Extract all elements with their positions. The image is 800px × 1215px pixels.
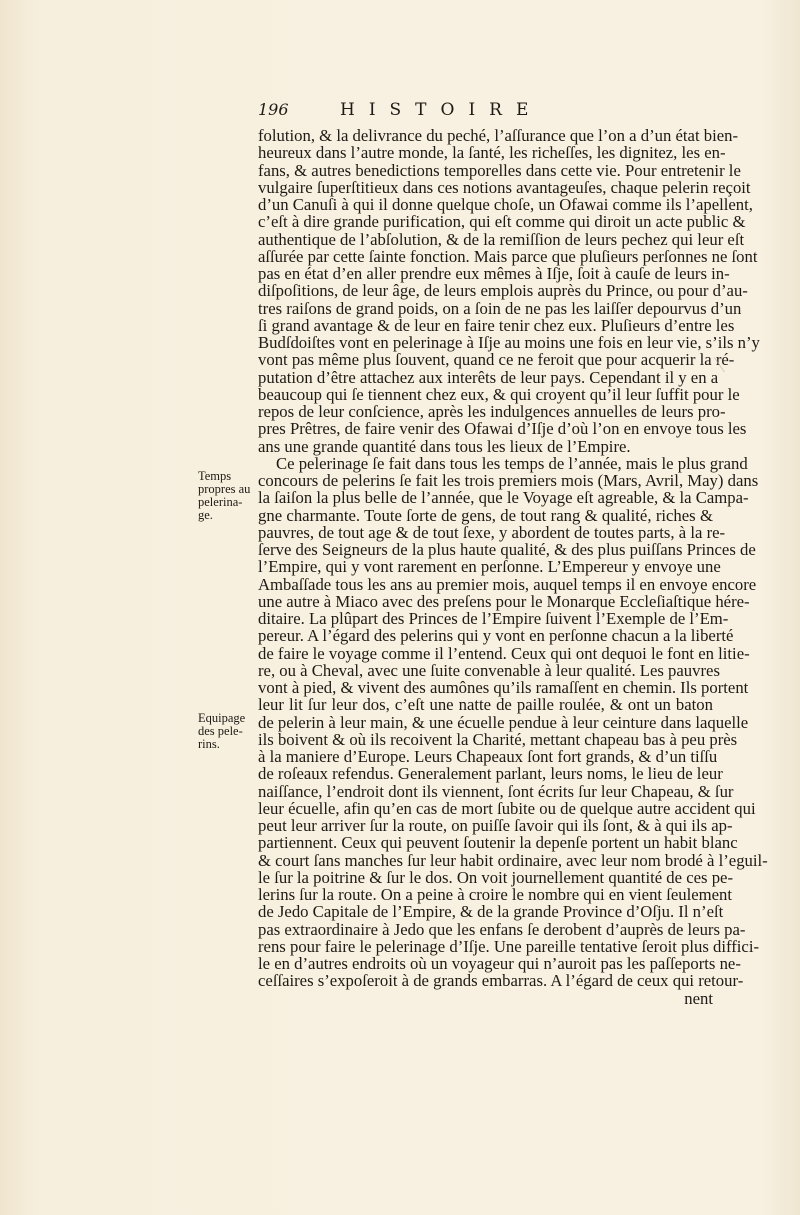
text-line: repos de leur conſcience, après les indulgences annuelles de leurs pro- bbox=[258, 402, 726, 421]
text-line: Ce pelerinage ſe fait dans tous les temps de l’année, mais le plus grand bbox=[276, 453, 748, 473]
text-line: tres raiſons de grand poids, on a ſoin de ne pas les laiſſer depourvus d’un bbox=[258, 298, 742, 318]
page-header bbox=[258, 100, 578, 122]
text-line: aſſurée par cette ſainte fonction. Mais parce que pluſieurs perſonnes ne ſont bbox=[258, 246, 758, 266]
text-line: authentique de l’abſolution, & de la remiſſion de leurs pechez qui leur eſt bbox=[258, 229, 745, 249]
text-line: pas extraordinaire à Jedo que les enfans ſe derobent d’auprès de leurs pa- bbox=[258, 919, 746, 939]
text-line: vulgaire ſuperſtitieux dans ces notions avantageuſes, chaque pelerin reçoit bbox=[258, 177, 751, 197]
marginal-note-line: Temps bbox=[198, 469, 232, 483]
text-line: Budſdoiſtes vont en pelerinage à Iſje au moins une fois en leur vie, s’ils n’y bbox=[258, 333, 760, 352]
text-line: ils boivent & où ils recoivent la Charité, mettant chapeau bas à peu près bbox=[258, 729, 738, 749]
marginal-note-temps bbox=[198, 470, 258, 522]
text-line: le en d’autres endroits où un voyageur qui n’auroit pas les paſſeports ne- bbox=[258, 954, 741, 973]
text-line: leur lit ſur leur dos, c’eſt une natte de paille roulée, & ont un baton bbox=[258, 695, 713, 715]
text-line: vont à pied, & vivent des aumônes qu’ils ramaſſent en chemin. Ils portent bbox=[258, 678, 749, 697]
text-line: à la maniere d’Europe. Leurs Chapeaux ſont fort grands, & d’un tiſſu bbox=[258, 747, 718, 766]
marginal-note-equipage bbox=[198, 712, 258, 751]
marginal-note-line: ge. bbox=[198, 508, 213, 522]
text-line: rens pour faire le pelerinage d’Iſje. Une pareille tentative ſeroit plus diffici- bbox=[258, 936, 760, 956]
text-line: ceſſaires s’expoſeroit à de grands embarras. A l’égard de ceux qui retour- bbox=[258, 971, 744, 991]
marginal-note-line: Equipage bbox=[198, 711, 246, 725]
text-line: re, ou à Cheval, avec une ſuite convenable à leur qualité. Les pauvres bbox=[258, 660, 720, 680]
text-line: de pelerin à leur main, & une écuelle pendue à leur ceinture dans laquelle bbox=[258, 712, 749, 732]
page-number: 196 bbox=[258, 100, 289, 119]
text-line: c’eſt à dire grande purification, qui eſt comme qui diroit un acte public & bbox=[258, 212, 746, 232]
text-line: folution, & la delivrance du peché, l’aſſurance que l’on a d’un état bien- bbox=[258, 126, 739, 145]
text-line: vont pas même plus ſouvent, quand ce ne feroit que pour acquerir la ré- bbox=[258, 350, 735, 370]
marginal-note-line: pelerina- bbox=[198, 495, 243, 509]
text-line: naiſſance, l’endroit dont ils viennent, ſont écrits ſur leur Chapeau, & ſur bbox=[258, 781, 734, 801]
text-line: leur écuelle, afin qu’en cas de mort ſubite ou de quelque autre accident qui bbox=[258, 798, 756, 818]
text-line: ans une grande quantité dans tous les lieux de l’Empire. bbox=[258, 436, 631, 456]
text-line: pas en état d’en aller prendre eux mêmes à Iſje, ſoit à cauſe de leurs in- bbox=[258, 264, 730, 283]
text-line: nent bbox=[684, 988, 713, 1008]
text-line: putation d’être attachez aux interêts de leur pays. Cependant il y en a bbox=[258, 367, 719, 387]
text-line: une autre à Miaco avec des preſens pour le Monarque Eccleſiaſtique hére- bbox=[258, 591, 750, 611]
text-line: ditaire. La plûpart des Princes de l’Empire ſuivent l’Exemple de l’Em- bbox=[258, 609, 729, 628]
text-line: & court ſans manches ſur leur habit ordinaire, avec leur nom brodé à l’eguil- bbox=[258, 850, 768, 870]
text-line: de faire le voyage comme il l’entend. Ceux qui ont dequoi le font en litie- bbox=[258, 643, 750, 663]
text-line: d’un Canuſi à qui il donne quelque choſe, un Ofawai comme ils l’apellent, bbox=[258, 195, 753, 214]
text-line: partiennent. Ceux qui peuvent ſoutenir la depenſe portent un habit blanc bbox=[258, 833, 738, 853]
text-line: diſpoſitions, de leur âge, de leurs emplois auprès du Prince, ou pour d’au- bbox=[258, 281, 748, 301]
text-line: l’Empire, qui y vont rarement en perſonne. L’Empereur y envoye une bbox=[258, 557, 721, 577]
text-line: de roſeaux refendus. Generalement parlant, leurs noms, le lieu de leur bbox=[258, 764, 723, 784]
marginal-note-line: propres au bbox=[198, 482, 251, 496]
marginal-note-line: des pele- bbox=[198, 724, 243, 738]
text-line: Ambaſſade tous les ans au premier mois, auquel temps il en envoye encore bbox=[258, 574, 757, 594]
text-line: concours de pelerins ſe fait les trois premiers mois (Mars, Avril, May) dans bbox=[258, 471, 759, 490]
text-line: lerins ſur la route. On a peine à croire le nombre qui en vient ſeulement bbox=[258, 885, 733, 904]
text-line: la ſaiſon la plus belle de l’année, que le Voyage eſt agreable, & la Campa- bbox=[258, 488, 749, 508]
text-line: pres Prêtres, de faire venir des Ofawai d’Iſje d’où l’on en envoye tous les bbox=[258, 419, 747, 439]
text-line: peut leur arriver ſur la route, on puiſſe ſavoir qui ils ſont, & à qui ils ap- bbox=[258, 816, 733, 835]
marginal-note-line: rins. bbox=[198, 737, 220, 751]
text-line: de Jedo Capitale de l’Empire, & de la grande Province d’Oſju. Il n’eſt bbox=[258, 902, 724, 922]
text-line: le ſur la poitrine & ſur le dos. On voit journellement quantité de ces pe- bbox=[258, 867, 733, 887]
running-head: HISTOIRE bbox=[340, 100, 543, 120]
text-line: fans, & autres benedictions temporelles dans cette vie. Pour entretenir le bbox=[258, 160, 741, 180]
text-line: gne charmante. Toute ſorte de gens, de tout rang & qualité, riches & bbox=[258, 505, 713, 525]
text-line: ſerve des Seigneurs de la plus haute qualité, & des plus puiſſans Princes de bbox=[258, 540, 756, 559]
body-text bbox=[258, 126, 768, 1008]
text-line: ſi grand avantage & de leur en faire tenir chez eux. Pluſieurs d’entre les bbox=[258, 315, 735, 335]
text-line: pereur. A l’égard des pelerins qui y vont en perſonne chacun a la liberté bbox=[258, 626, 734, 646]
text-line: heureux dans l’autre monde, la ſanté, les richeſſes, les dignitez, les en- bbox=[258, 143, 726, 163]
text-line: beaucoup qui ſe tiennent chez eux, & qui croyent qu’il leur ſuffit pour le bbox=[258, 384, 740, 404]
text-line: pauvres, de tout age & de tout ſexe, y abordent de toutes parts, à la re- bbox=[258, 522, 726, 542]
